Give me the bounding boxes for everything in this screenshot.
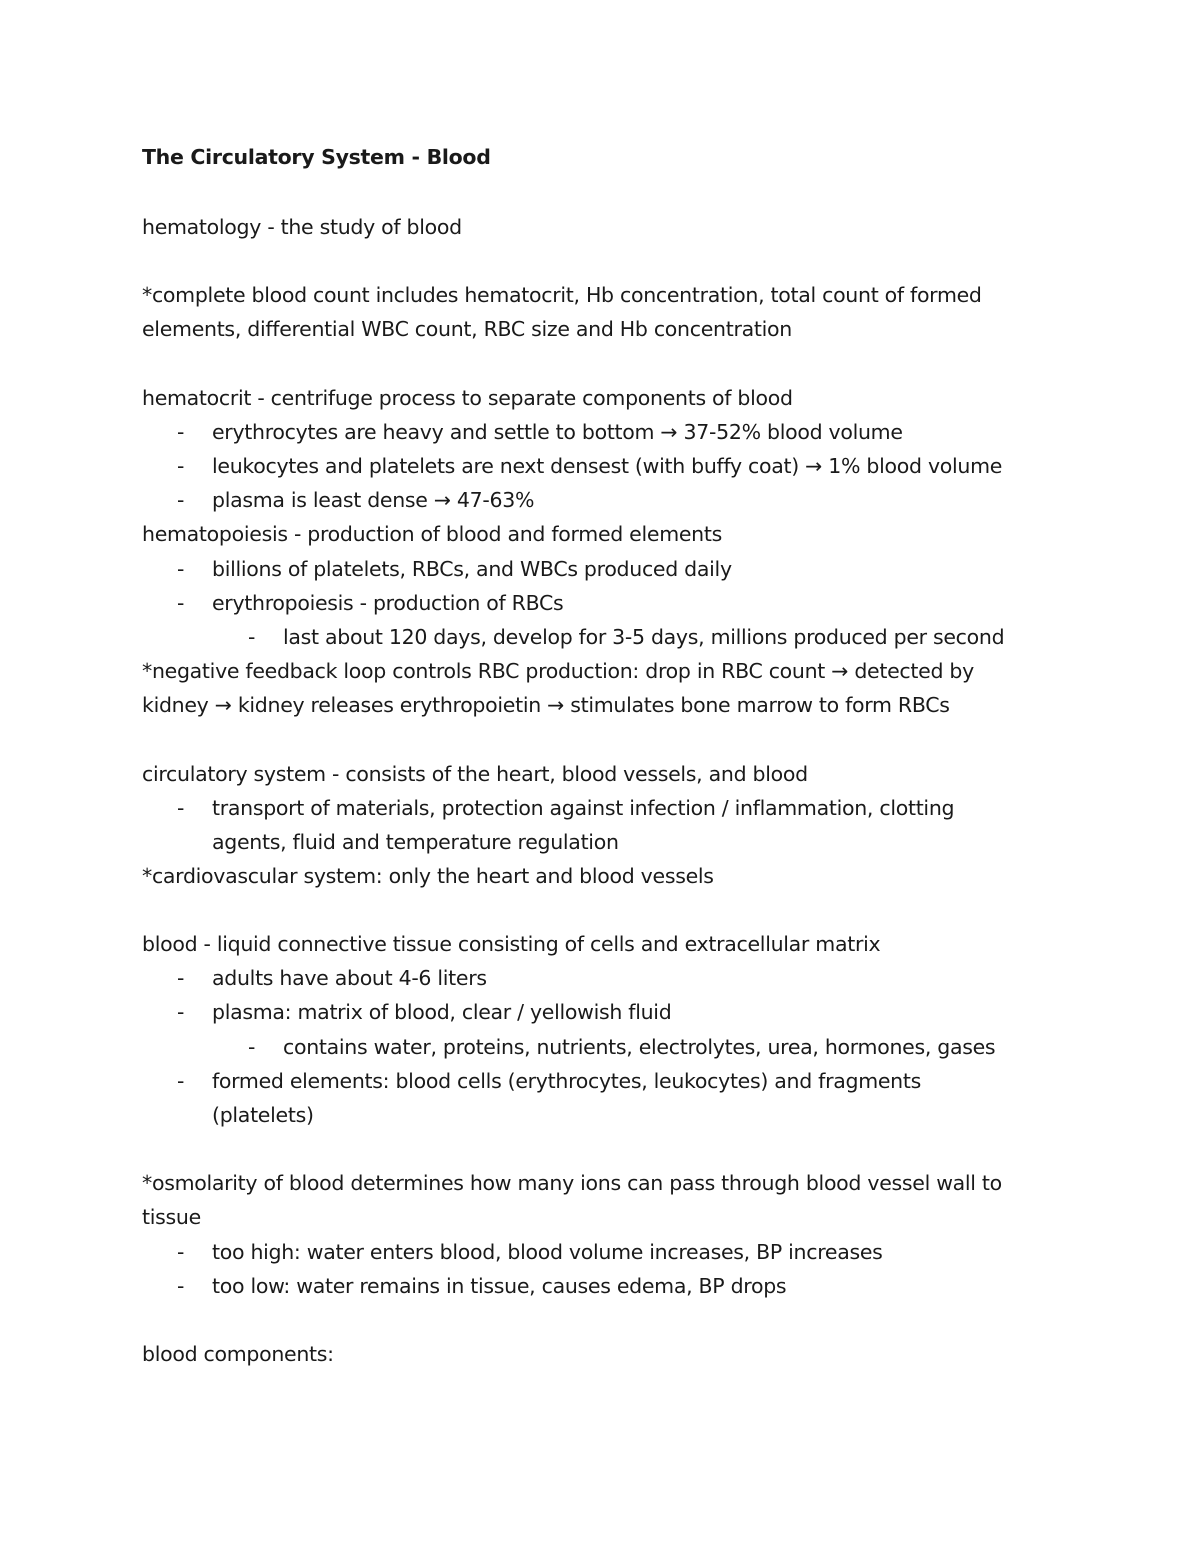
page-title: The Circulatory System - Blood [142,145,491,169]
bullet-dash: - [177,966,185,990]
bullet-osmolarity-1: too high: water enters blood, blood volume increases, BP increases [212,1240,883,1264]
bullet-osmolarity-2: too low: water remains in tissue, causes edema, BP drops [212,1274,787,1298]
bullet-circulatory-1a: transport of materials, protection against infection / inflammation, clotting [212,796,955,820]
text-line-hematopoiesis: hematopoiesis - production of blood and formed elements [142,522,722,546]
bullet-dash: - [177,420,185,444]
text-line-components: blood components: [142,1342,334,1366]
bullet-dash: - [177,1240,185,1264]
bullet-dash: - [177,557,185,581]
text-line-feedback-1: *negative feedback loop controls RBC production: drop in RBC count → detected by [142,659,974,683]
bullet-dash: - [177,1274,185,1298]
bullet-dash: - [177,796,185,820]
sub-bullet-plasma: contains water, proteins, nutrients, electrolytes, urea, hormones, gases [283,1035,996,1059]
bullet-hematocrit-3: plasma is least dense → 47-63% [212,488,535,512]
bullet-hematopoiesis-2: erythropoiesis - production of RBCs [212,591,564,615]
text-line-cbc-1: *complete blood count includes hematocrit, Hb concentration, total count of formed [142,283,982,307]
text-line-feedback-2: kidney → kidney releases erythropoietin → stimulates bone marrow to form RBCs [142,693,950,717]
bullet-dash: - [177,488,185,512]
text-line-osmolarity-2: tissue [142,1205,201,1229]
bullet-hematocrit-1: erythrocytes are heavy and settle to bottom → 37-52% blood volume [212,420,903,444]
text-line-hematocrit: hematocrit - centrifuge process to separate components of blood [142,386,793,410]
bullet-dash: - [177,591,185,615]
bullet-blood-3a: formed elements: blood cells (erythrocytes, leukocytes) and fragments [212,1069,921,1093]
bullet-blood-3b: (platelets) [212,1103,314,1127]
bullet-hematocrit-2: leukocytes and platelets are next densest (with buffy coat) → 1% blood volume [212,454,1003,478]
bullet-dash: - [177,454,185,478]
bullet-blood-2: plasma: matrix of blood, clear / yellowish fluid [212,1000,672,1024]
bullet-dash: - [177,1069,185,1093]
text-line-blood: blood - liquid connective tissue consisting of cells and extracellular matrix [142,932,881,956]
bullet-circulatory-1b: agents, fluid and temperature regulation [212,830,619,854]
sub-bullet-dash: - [248,1035,256,1059]
text-line-cardiovascular: *cardiovascular system: only the heart and blood vessels [142,864,714,888]
text-line-hematology: hematology - the study of blood [142,215,462,239]
sub-bullet-dash: - [248,625,256,649]
text-line-circulatory: circulatory system - consists of the heart, blood vessels, and blood [142,762,808,786]
bullet-dash: - [177,1000,185,1024]
bullet-blood-1: adults have about 4-6 liters [212,966,487,990]
text-line-osmolarity-1: *osmolarity of blood determines how many ions can pass through blood vessel wall to [142,1171,1002,1195]
bullet-hematopoiesis-1: billions of platelets, RBCs, and WBCs produced daily [212,557,732,581]
sub-bullet-erythropoiesis: last about 120 days, develop for 3-5 days, millions produced per second [283,625,1005,649]
text-line-cbc-2: elements, differential WBC count, RBC size and Hb concentration [142,317,792,341]
